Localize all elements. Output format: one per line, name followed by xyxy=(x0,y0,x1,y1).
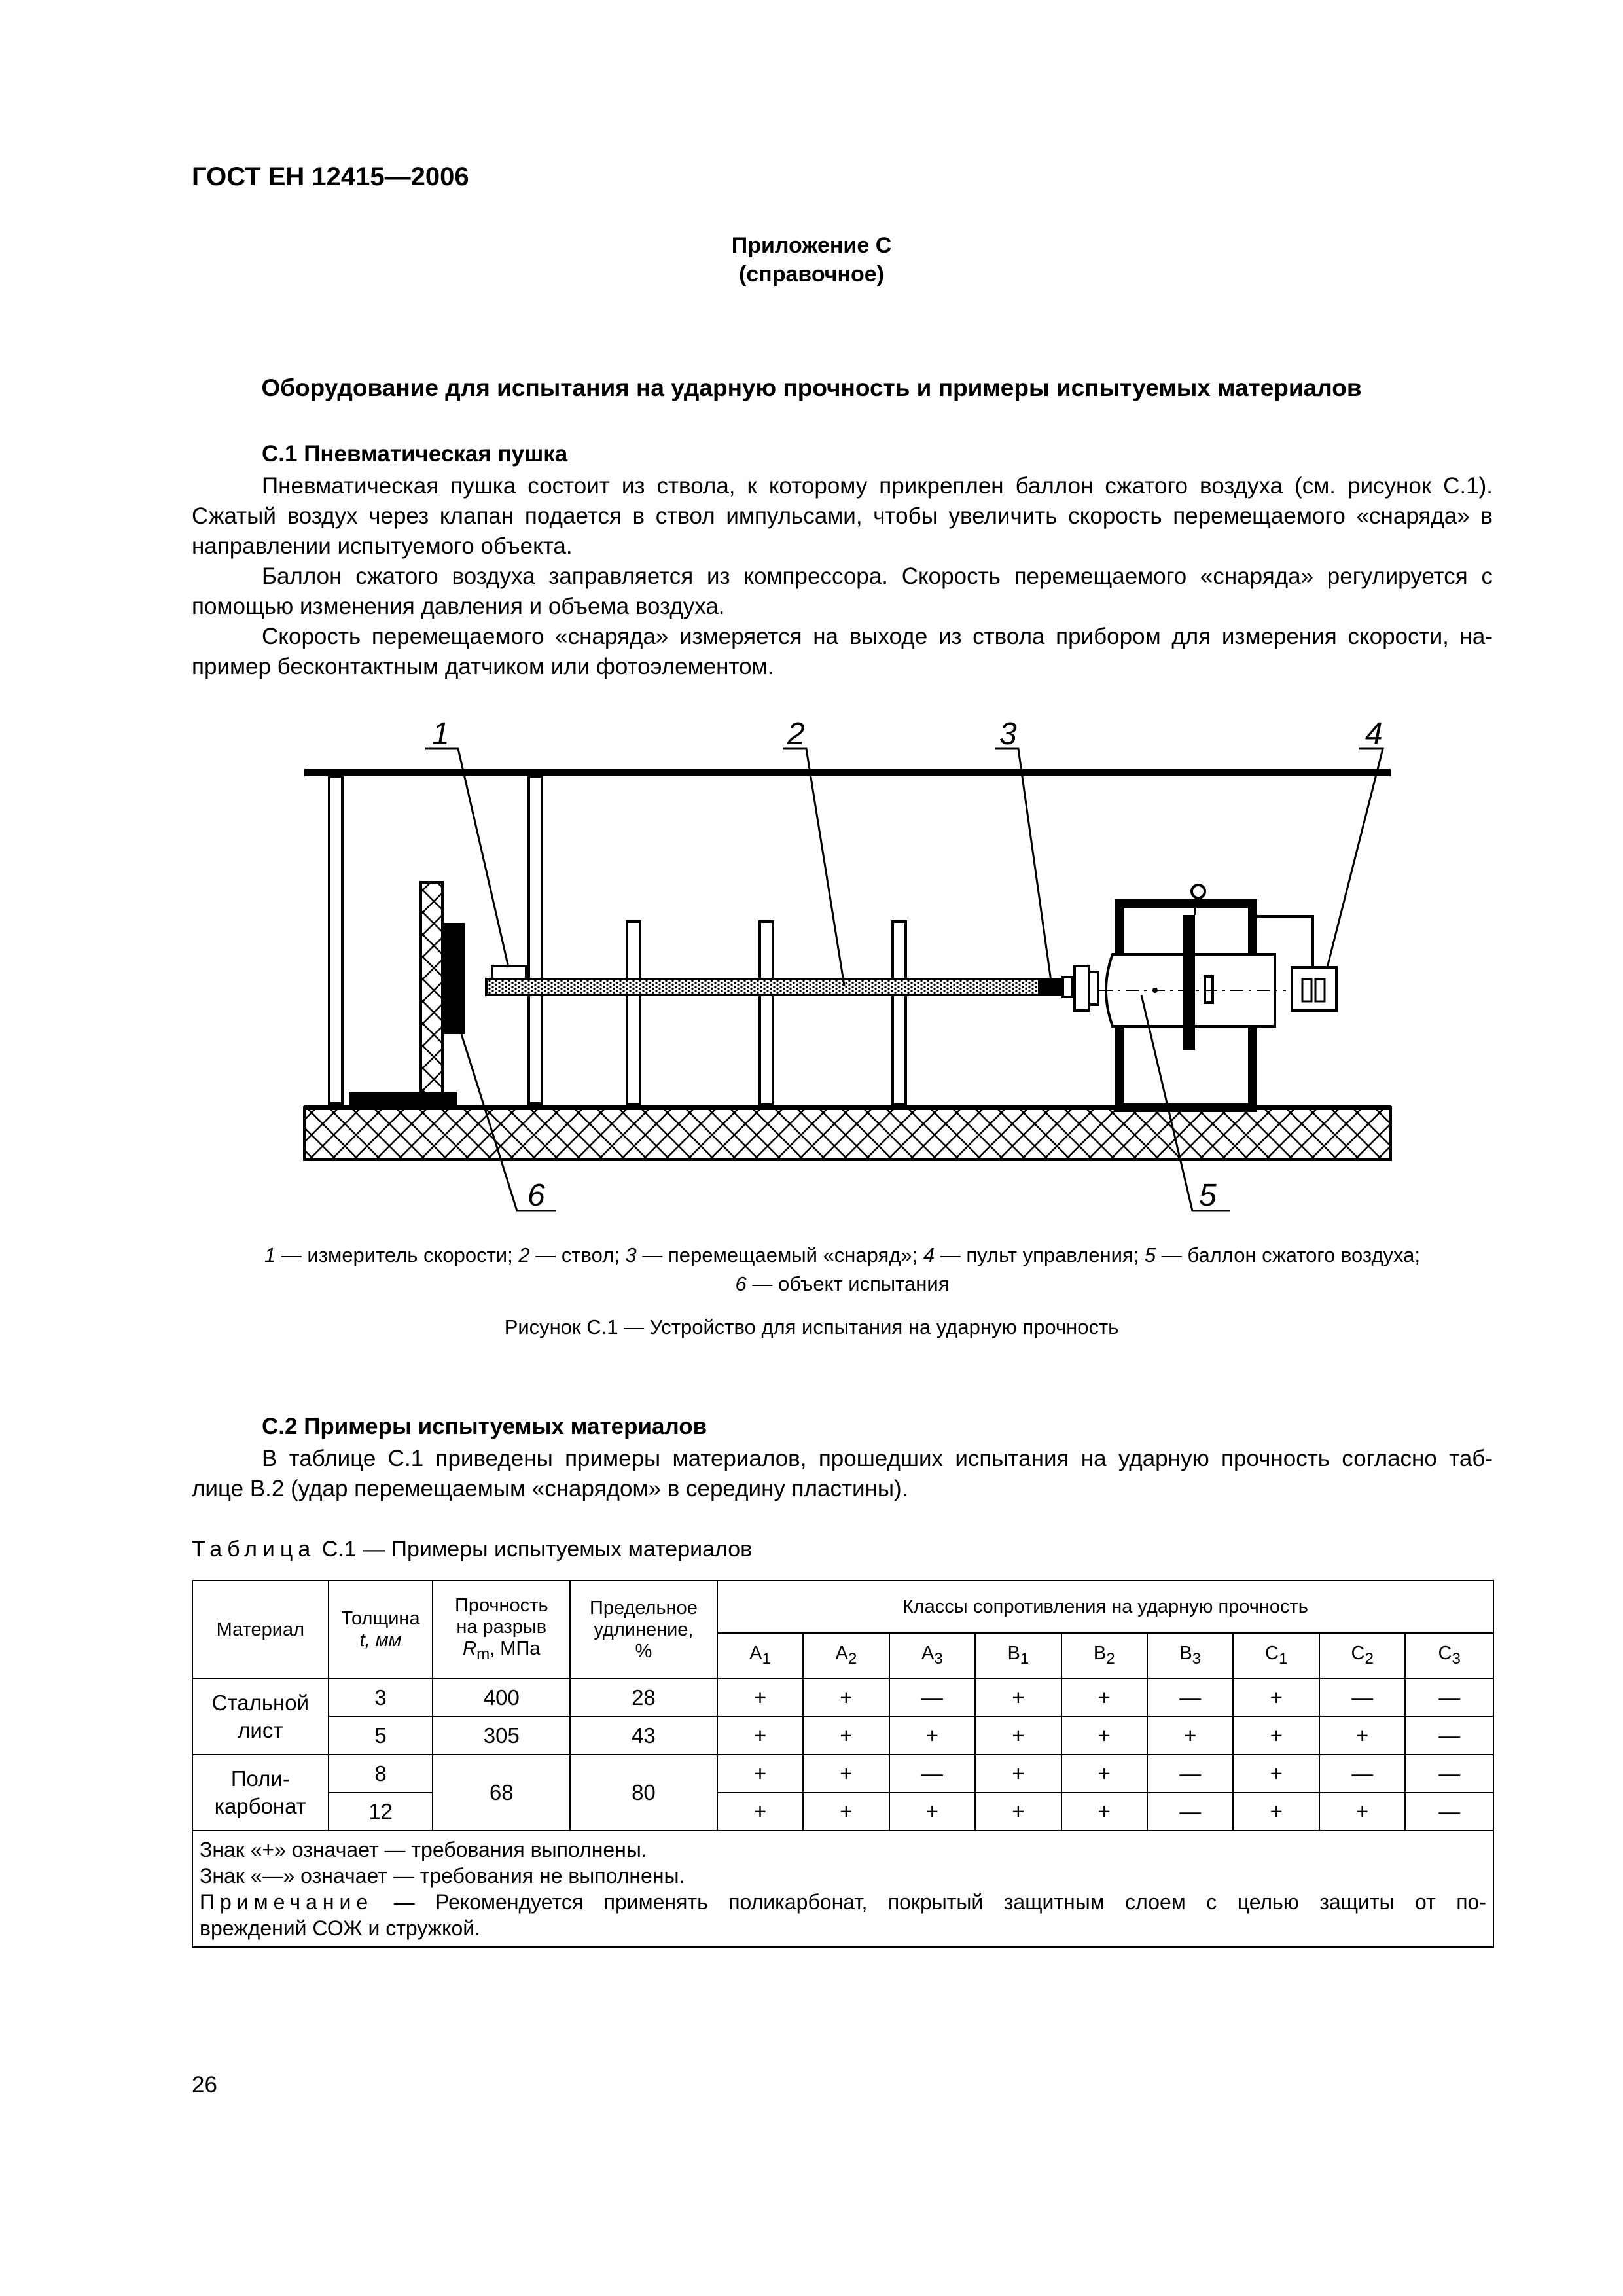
mark-cell: — xyxy=(1405,1755,1493,1793)
text-line: В таблице С.1 приведены примеры материалов, прошедших испытания на ударную прочность согласно таб- xyxy=(262,1446,1493,1471)
thickness-cell: 12 xyxy=(329,1793,433,1831)
legend-text: — перемещаемый «снаряд»; xyxy=(636,1244,923,1266)
appendix-title: Оборудование для испытания на ударную прочность и примеры испытуемых материалов xyxy=(261,374,1362,401)
class-header: $A_2$ xyxy=(803,1633,889,1679)
callout-5: 5 xyxy=(1199,1178,1217,1213)
callout-4: 4 xyxy=(1365,717,1383,751)
text-line: помощью изменения давления и объема воздуха. xyxy=(192,594,725,619)
mark-cell: + xyxy=(889,1793,975,1831)
mark-cell: + xyxy=(1147,1717,1233,1755)
mark-cell: + xyxy=(975,1717,1061,1755)
elongation-cell: 43 xyxy=(570,1717,717,1755)
table-header-row xyxy=(192,1581,1493,1633)
legend-number: 1 xyxy=(264,1244,276,1266)
header-strength-unit: , МПа xyxy=(490,1638,541,1659)
mark-cell: + xyxy=(1061,1717,1147,1755)
header-elong-line2: удлинение, xyxy=(594,1619,694,1640)
material-cell: Стальной лист xyxy=(192,1679,329,1755)
mark-cell: — xyxy=(1405,1679,1493,1717)
section2-paragraph-1 xyxy=(192,1444,1493,1504)
text-line: Баллон сжатого воздуха заправляется из компрессора. Скорость перемещаемого «снаряда» регулируется с xyxy=(262,564,1493,589)
mark-cell: + xyxy=(1319,1793,1405,1831)
table-notes xyxy=(192,1831,1493,1947)
mark-cell: + xyxy=(889,1717,975,1755)
table-row xyxy=(192,1755,1493,1793)
thickness-cell: 8 xyxy=(329,1755,433,1793)
class-header: $B_1$ xyxy=(975,1633,1061,1679)
mark-cell: + xyxy=(1233,1755,1319,1793)
mark-cell: + xyxy=(1061,1793,1147,1831)
appendix-kind: (справочное) xyxy=(738,262,885,287)
elongation-cell: 28 xyxy=(570,1679,717,1717)
valve xyxy=(1075,966,1089,1011)
mark-cell: + xyxy=(1233,1793,1319,1831)
mark-cell: + xyxy=(717,1717,803,1755)
legend-text: — измеритель скорости; xyxy=(276,1244,519,1266)
callout-3: 3 xyxy=(999,717,1017,751)
callout-2: 2 xyxy=(787,717,805,751)
projectile xyxy=(1038,979,1063,994)
note-plus: Знак «+» означает — требования выполнены. xyxy=(200,1838,647,1861)
target-stand xyxy=(421,882,442,1093)
legend-number: 3 xyxy=(625,1244,637,1266)
header-strength-line1: Прочность xyxy=(454,1594,548,1616)
legend-text: — ствол; xyxy=(529,1244,626,1266)
mark-cell: — xyxy=(1147,1793,1233,1831)
thickness-cell: 5 xyxy=(329,1717,433,1755)
section1-paragraph-3 xyxy=(192,622,1493,682)
class-header: $C_2$ xyxy=(1319,1633,1405,1679)
mark-cell: — xyxy=(1405,1793,1493,1831)
mark-cell: + xyxy=(975,1679,1061,1717)
header-material: Материал xyxy=(192,1581,329,1679)
text-line: лице В.2 (удар перемещаемым «снарядом» в середину пластины). xyxy=(192,1476,908,1501)
header-thickness xyxy=(329,1581,433,1679)
class-header: $B_2$ xyxy=(1061,1633,1147,1679)
class-header: $C_3$ xyxy=(1405,1633,1493,1679)
text-line: Сжатый воздух через клапан подается в ствол импульсами, чтобы увеличить скорость перемещаемого «снаряда» в xyxy=(192,503,1493,529)
appendix-label: Приложение С xyxy=(731,233,892,258)
mark-cell: + xyxy=(975,1755,1061,1793)
material-cell: Поли- карбонат xyxy=(192,1755,329,1831)
table-row xyxy=(192,1793,1493,1831)
legend-text: — баллон сжатого воздуха; xyxy=(1156,1244,1421,1266)
table-notes-row xyxy=(192,1831,1493,1947)
mark-cell: + xyxy=(1061,1679,1147,1717)
callout-1: 1 xyxy=(432,717,450,751)
class-header: $A_3$ xyxy=(889,1633,975,1679)
legend-line-2 xyxy=(192,1270,1493,1299)
mark-cell: + xyxy=(803,1717,889,1755)
text-line: Скорость перемещаемого «снаряда» измеряется на выходе из ствола прибором для измерения скорости, на- xyxy=(262,624,1493,649)
document-code: ГОСТ ЕН 12415—2006 xyxy=(192,162,469,191)
mark-cell: — xyxy=(1319,1755,1405,1793)
header-elong-line1: Предельное xyxy=(590,1597,698,1619)
velocity-meter xyxy=(492,966,526,979)
text-line: Пневматическая пушка состоит из ствола, к которому прикреплен баллон сжатого воздуха (см. рисунок С.1). xyxy=(262,473,1493,499)
section-heading-c2: С.2 Примеры испытуемых материалов xyxy=(262,1414,707,1439)
figure-impact-test-device xyxy=(0,694,1623,1250)
materials-table xyxy=(192,1580,1494,1948)
text-line: пример бесконтактным датчиком или фотоэлементом. xyxy=(192,654,774,679)
thickness-cell: 3 xyxy=(329,1679,433,1717)
control-panel xyxy=(1292,967,1336,1011)
figure-legend xyxy=(192,1241,1493,1299)
strength-cell: 400 xyxy=(433,1679,570,1717)
mark-cell: + xyxy=(717,1755,803,1793)
mark-cell: + xyxy=(803,1679,889,1717)
mark-cell: — xyxy=(889,1755,975,1793)
mark-cell: + xyxy=(1233,1679,1319,1717)
mark-cell: — xyxy=(1147,1679,1233,1717)
legend-number: 5 xyxy=(1144,1244,1156,1266)
header-thickness-line1: Толщина xyxy=(341,1608,420,1629)
text-line: направлении испытуемого объекта. xyxy=(192,533,573,559)
mark-cell: + xyxy=(975,1793,1061,1831)
callout-6: 6 xyxy=(527,1178,545,1213)
mark-cell: + xyxy=(803,1755,889,1793)
table-caption-text: С.1 — Примеры испытуемых материалов xyxy=(315,1537,753,1562)
note-minus: Знак «—» означает — требования не выполнены. xyxy=(200,1864,685,1888)
legend-number: 4 xyxy=(923,1244,935,1266)
strength-cell: 305 xyxy=(433,1717,570,1755)
mark-cell: + xyxy=(1319,1717,1405,1755)
elongation-cell: 80 xyxy=(570,1755,717,1831)
class-header: $B_3$ xyxy=(1147,1633,1233,1679)
header-strength-line2: на разрыв xyxy=(456,1616,547,1638)
class-header: $A_1$ xyxy=(717,1633,803,1679)
figure-caption: Рисунок С.1 — Устройство для испытания на ударную прочность xyxy=(504,1316,1119,1338)
barrel xyxy=(486,979,1069,995)
table-row xyxy=(192,1717,1493,1755)
legend-number: 2 xyxy=(518,1244,530,1266)
frame-column-left xyxy=(329,776,342,1103)
mark-cell: — xyxy=(1405,1717,1493,1755)
header-strength-subscript: m xyxy=(476,1645,490,1663)
mark-cell: — xyxy=(889,1679,975,1717)
section1-paragraph-1 xyxy=(192,471,1493,562)
mark-cell: + xyxy=(803,1793,889,1831)
mark-cell: — xyxy=(1319,1679,1405,1717)
ground-hatched xyxy=(304,1107,1391,1160)
note-remark xyxy=(200,1889,1486,1915)
ceiling-rail xyxy=(304,769,1391,776)
mark-cell: + xyxy=(1061,1755,1147,1793)
section-heading-c1: С.1 Пневматическая пушка xyxy=(262,441,568,467)
section1-paragraph-2 xyxy=(192,562,1493,622)
legend-text: — объект испытания xyxy=(746,1272,950,1295)
note-word: Примечание xyxy=(200,1890,374,1914)
table-row xyxy=(192,1679,1493,1717)
header-strength-symbol: R xyxy=(463,1638,477,1659)
header-thickness-line2: t, мм xyxy=(359,1630,402,1651)
page-number: 26 xyxy=(192,2072,217,2098)
legend-text: — пульт управления; xyxy=(935,1244,1145,1266)
frame-column-mid xyxy=(529,776,542,1103)
header-elongation xyxy=(570,1581,717,1679)
mark-cell: + xyxy=(717,1793,803,1831)
mark-cell: + xyxy=(1233,1717,1319,1755)
table-caption xyxy=(192,1537,752,1562)
mark-cell: — xyxy=(1147,1755,1233,1793)
strength-cell: 68 xyxy=(433,1755,570,1831)
header-resistance-classes: Классы сопротивления на ударную прочность xyxy=(717,1581,1493,1633)
mark-cell: + xyxy=(717,1679,803,1717)
header-strength xyxy=(433,1581,570,1679)
table-caption-word: Таблица xyxy=(192,1537,316,1562)
test-object-panel xyxy=(442,923,465,1034)
note-remark-cont: вреждений СОЖ и стружкой. xyxy=(200,1916,480,1940)
header-elong-line3: % xyxy=(635,1640,652,1662)
class-header: $C_1$ xyxy=(1233,1633,1319,1679)
note-text: — Рекомендуется применять поликарбонат, покрытый защитным слоем с целью защиты от по- xyxy=(373,1890,1486,1914)
legend-number: 6 xyxy=(735,1272,747,1295)
legend-line-1 xyxy=(192,1241,1493,1270)
